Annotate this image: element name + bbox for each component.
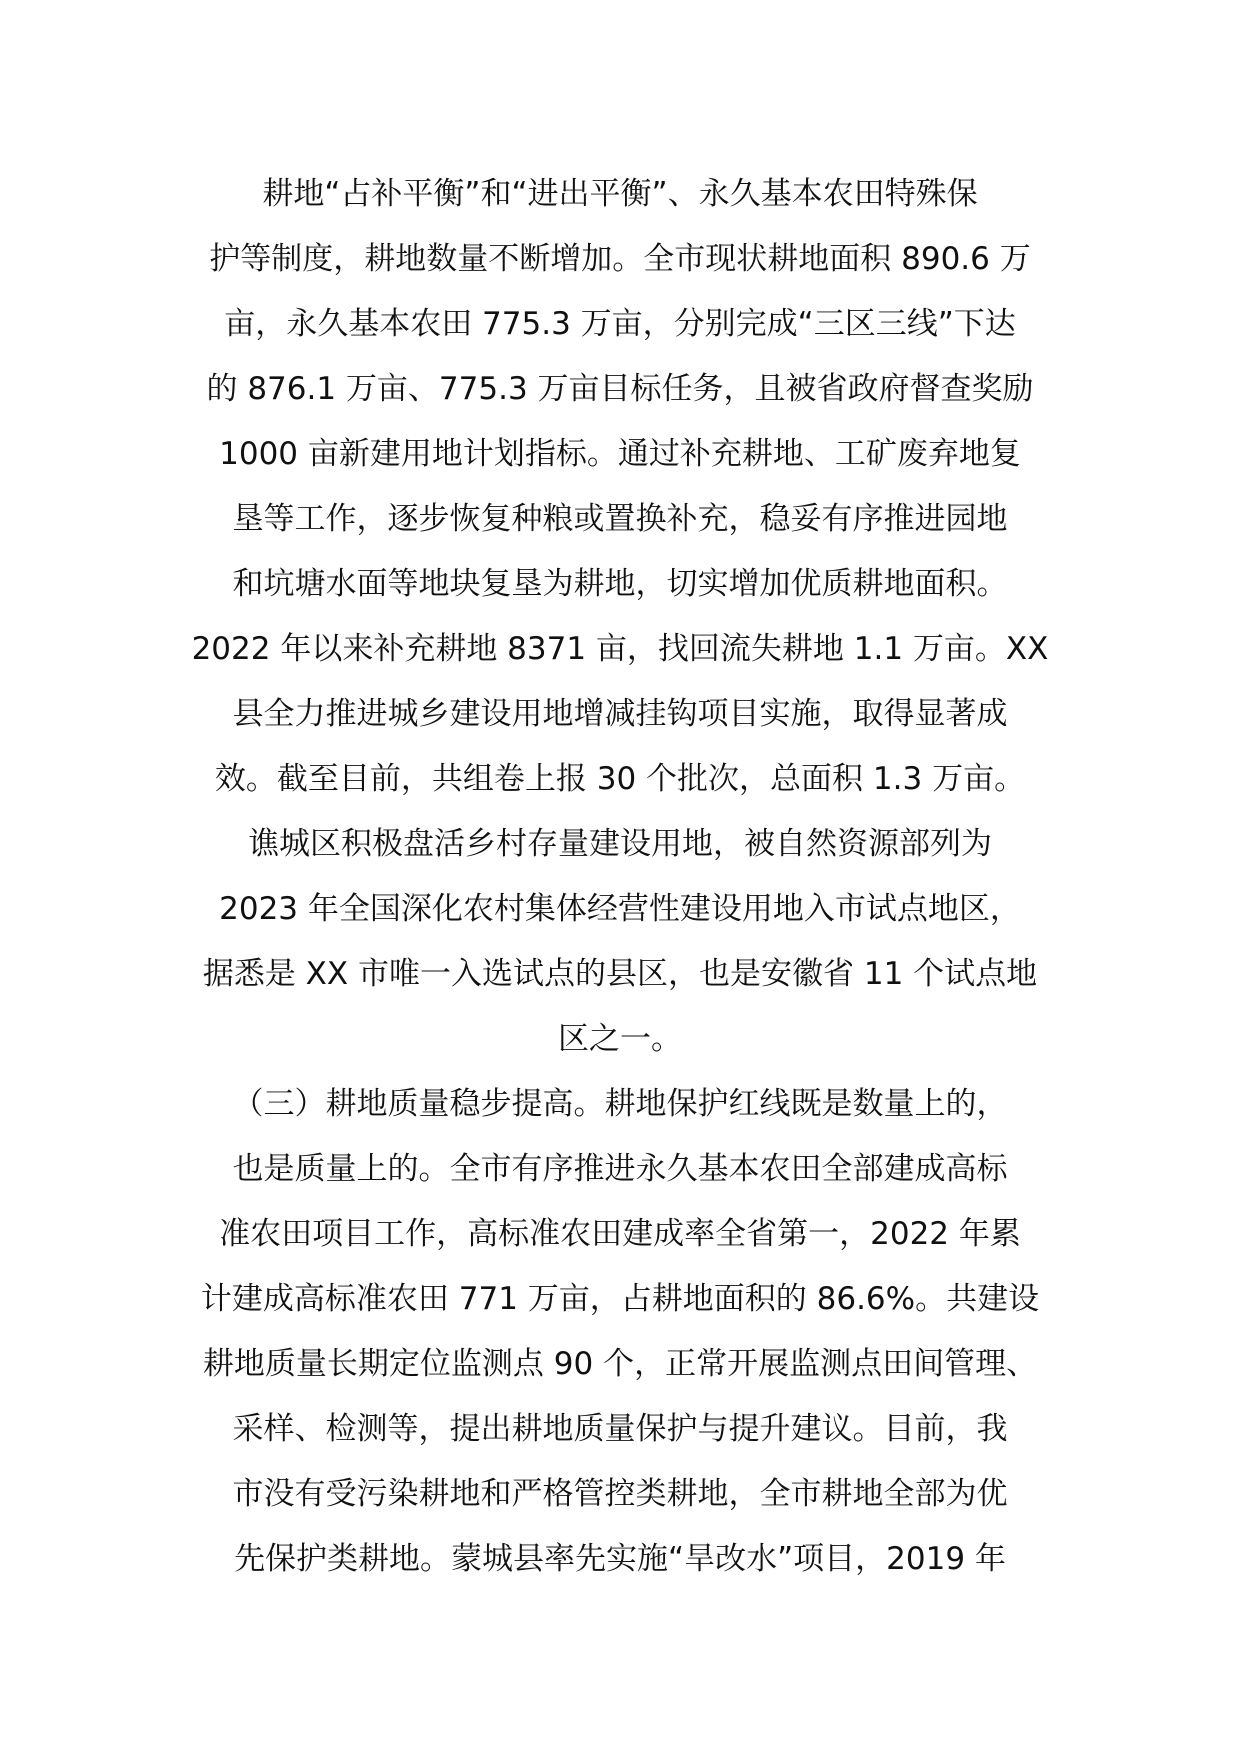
text-line: 区之一。 xyxy=(558,1021,682,1057)
text-line: 谯城区积极盘活乡村存量建设用地，被自然资源部列为 xyxy=(248,826,992,862)
text-line: 准农田项目工作，高标准农田建成率全省第一，2022 年累 xyxy=(219,1216,1021,1252)
text-line: 2023 年全国深化农村集体经营性建设用地入市试点地区， xyxy=(219,891,1021,927)
text-line: 耕地质量长期定位监测点 90 个，正常开展监测点田间管理、 xyxy=(202,1346,1038,1382)
text-line: 亩，永久基本农田 775.3 万亩，分别完成“三区三线”下达 xyxy=(224,306,1016,342)
text-line: 和坑塘水面等地块复垦为耕地，切实增加优质耕地面积。 xyxy=(232,566,1008,602)
text-line: 据悉是 XX 市唯一入选试点的县区，也是安徽省 11 个试点地 xyxy=(202,956,1038,992)
text-line: 的 876.1 万亩、775.3 万亩目标任务，且被省政府督查奖励 xyxy=(206,371,1034,407)
text-line: 垦等工作，逐步恢复种粮或置换补充，稳妥有序推进园地 xyxy=(232,501,1008,537)
text-line: 2022 年以来补充耕地 8371 亩，找回流失耕地 1.1 万亩。XX xyxy=(191,631,1049,667)
text-line: 计建成高标准农田 771 万亩，占耕地面积的 86.6%。共建设 xyxy=(200,1281,1040,1317)
text-line: 效。截至目前，共组卷上报 30 个批次，总面积 1.3 万亩。 xyxy=(214,761,1026,797)
text-line: 县全力推进城乡建设用地增减挂钩项目实施，取得显著成 xyxy=(232,696,1008,732)
body-text xyxy=(190,162,1050,1592)
text-line: 护等制度，耕地数量不断增加。全市现状耕地面积 890.6 万 xyxy=(209,241,1031,277)
text-line: 市没有受污染耕地和严格管控类耕地，全市耕地全部为优 xyxy=(232,1476,1008,1512)
text-line: 先保护类耕地。蒙城县率先实施“旱改水”项目，2019 年 xyxy=(234,1541,1006,1577)
text-line: 采样、检测等，提出耕地质量保护与提升建议。目前，我 xyxy=(232,1411,1008,1447)
text-line: 也是质量上的。全市有序推进永久基本农田全部建成高标 xyxy=(232,1151,1008,1187)
text-line: 1000 亩新建用地计划指标。通过补充耕地、工矿废弃地复 xyxy=(219,436,1021,472)
text-line: 耕地“占补平衡”和“进出平衡”、永久基本农田特殊保 xyxy=(262,176,978,212)
text-line: （三）耕地质量稳步提高。耕地保护红线既是数量上的， xyxy=(232,1086,1008,1122)
